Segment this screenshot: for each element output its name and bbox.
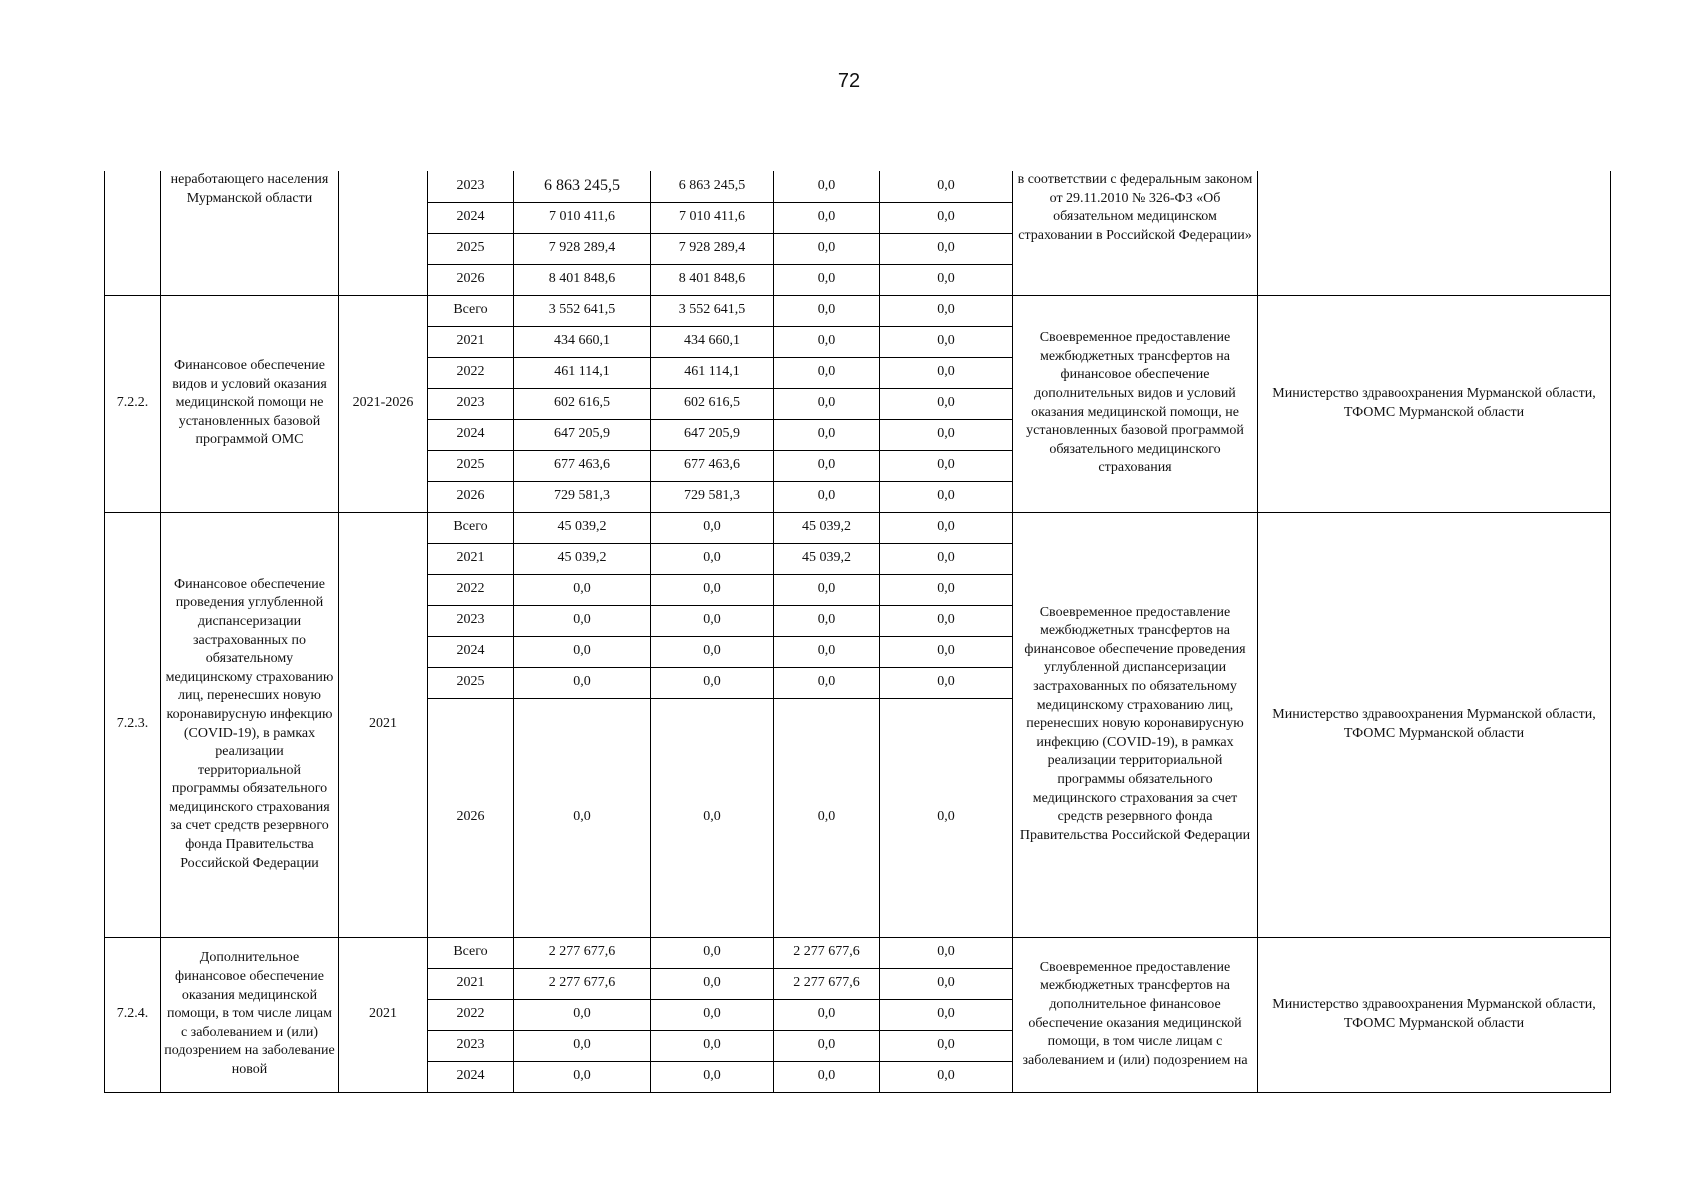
year-cell: 2025 [428,233,514,264]
funding-source-2-value: 45 039,2 [774,512,880,543]
funding-source-1-value: 6 863 245,5 [651,171,774,202]
year-cell: 2022 [428,574,514,605]
expected-result: Своевременное предоставление межбюджетных трансфертов на дополнительное финансовое обеспечение оказания медицинской помощи, в том числе лицам с заболеванием и (или) подозрением на [1013,937,1258,1092]
funding-source-2-value: 0,0 [774,326,880,357]
total-value: 647 205,9 [514,419,651,450]
total-value: 45 039,2 [514,512,651,543]
total-value: 6 863 245,5 [514,171,651,202]
funding-source-1-value: 677 463,6 [651,450,774,481]
year-cell: 2023 [428,605,514,636]
funding-source-2-value: 45 039,2 [774,543,880,574]
total-value: 602 616,5 [514,388,651,419]
funding-source-3-value: 0,0 [880,264,1013,295]
year-cell: 2024 [428,419,514,450]
funding-source-3-value: 0,0 [880,357,1013,388]
responsible-executor: Министерство здравоохранения Мурманской области, ТФОМС Мурманской области [1258,937,1611,1092]
funding-source-1-value: 0,0 [651,512,774,543]
funding-source-2-value: 0,0 [774,481,880,512]
total-value: 0,0 [514,605,651,636]
funding-source-2-value: 0,0 [774,636,880,667]
item-number: 7.2.3. [105,512,161,937]
funding-source-3-value: 0,0 [880,1061,1013,1092]
funding-source-1-value: 0,0 [651,667,774,698]
total-value: 0,0 [514,1061,651,1092]
funding-source-1-value: 602 616,5 [651,388,774,419]
funding-source-1-value: 0,0 [651,698,774,937]
year-cell: 2024 [428,636,514,667]
year-cell: Всего [428,937,514,968]
funding-source-1-value: 7 928 289,4 [651,233,774,264]
year-cell: 2021 [428,326,514,357]
year-cell: Всего [428,295,514,326]
total-value: 461 114,1 [514,357,651,388]
page-number: 72 [837,70,861,92]
year-cell: Всего [428,512,514,543]
funding-source-3-value: 0,0 [880,481,1013,512]
total-value: 2 277 677,6 [514,937,651,968]
measure-name: Финансовое обеспечение видов и условий оказания медицинской помощи не установленных базовой программой ОМС [161,295,339,512]
responsible-executor: Министерство здравоохранения Мурманской области, ТФОМС Мурманской области [1258,512,1611,937]
funding-source-3-value: 0,0 [880,326,1013,357]
measure-name: Финансовое обеспечение проведения углубленной диспансеризации застрахованных по обязательному медицинскому страхованию лиц, перенесших новую коронавирусную инфекцию (COVID-19), в рамках реализации территориальной программы обязательного медицинского страхования за счет средств резервного фонда Правительства Российской Федерации [161,512,339,937]
funding-source-3-value: 0,0 [880,450,1013,481]
funding-source-3-value: 0,0 [880,698,1013,937]
year-cell: 2024 [428,1061,514,1092]
funding-source-2-value: 2 277 677,6 [774,968,880,999]
funding-source-3-value: 0,0 [880,233,1013,264]
funding-source-1-value: 647 205,9 [651,419,774,450]
measure-name: неработающего населения Мурманской области [161,171,339,295]
year-cell: 2025 [428,450,514,481]
funding-source-2-value: 0,0 [774,295,880,326]
year-cell: 2021 [428,968,514,999]
total-value: 3 552 641,5 [514,295,651,326]
funding-source-3-value: 0,0 [880,419,1013,450]
total-value: 0,0 [514,667,651,698]
funding-source-1-value: 3 552 641,5 [651,295,774,326]
funding-source-2-value: 0,0 [774,419,880,450]
year-cell: 2026 [428,698,514,937]
funding-source-1-value: 0,0 [651,574,774,605]
funding-source-2-value: 0,0 [774,450,880,481]
measure-name: Дополнительное финансовое обеспечение оказания медицинской помощи, в том числе лицам с заболеванием и (или) подозрением на заболевание новой [161,937,339,1092]
responsible-executor [1258,171,1611,295]
funding-source-2-value: 2 277 677,6 [774,937,880,968]
expected-result: Своевременное предоставление межбюджетных трансфертов на финансовое обеспечение проведения углубленной диспансеризации застрахованных по обязательному медицинскому страхованию лиц, перенесших новую коронавирусную инфекцию (COVID-19), в рамках реализации территориальной программы обязательного медицинского страхования за счет средств резервного фонда Правительства Российской Федерации [1013,512,1258,937]
funding-source-1-value: 729 581,3 [651,481,774,512]
funding-source-2-value: 0,0 [774,233,880,264]
total-value: 45 039,2 [514,543,651,574]
total-value: 0,0 [514,636,651,667]
responsible-executor: Министерство здравоохранения Мурманской области, ТФОМС Мурманской области [1258,295,1611,512]
funding-source-3-value: 0,0 [880,1030,1013,1061]
year-cell: 2023 [428,1030,514,1061]
funding-source-2-value: 0,0 [774,202,880,233]
funding-source-1-value: 0,0 [651,636,774,667]
year-cell: 2023 [428,171,514,202]
period: 2021-2026 [339,295,428,512]
funding-source-3-value: 0,0 [880,968,1013,999]
funding-source-2-value: 0,0 [774,667,880,698]
funding-source-3-value: 0,0 [880,512,1013,543]
funding-source-3-value: 0,0 [880,605,1013,636]
total-value: 677 463,6 [514,450,651,481]
total-value: 7 010 411,6 [514,202,651,233]
funding-source-1-value: 0,0 [651,605,774,636]
year-cell: 2023 [428,388,514,419]
total-value: 8 401 848,6 [514,264,651,295]
period: 2021 [339,937,428,1092]
funding-source-2-value: 0,0 [774,388,880,419]
year-cell: 2026 [428,264,514,295]
funding-source-1-value: 0,0 [651,999,774,1030]
funding-source-1-value: 0,0 [651,937,774,968]
year-cell: 2022 [428,357,514,388]
funding-source-2-value: 0,0 [774,999,880,1030]
year-cell: 2022 [428,999,514,1030]
funding-source-3-value: 0,0 [880,543,1013,574]
funding-source-2-value: 0,0 [774,264,880,295]
total-value: 0,0 [514,698,651,937]
funding-source-1-value: 434 660,1 [651,326,774,357]
funding-source-1-value: 0,0 [651,968,774,999]
funding-source-3-value: 0,0 [880,999,1013,1030]
funding-source-3-value: 0,0 [880,388,1013,419]
measures-table [104,171,1611,1093]
year-cell: 2021 [428,543,514,574]
funding-source-3-value: 0,0 [880,636,1013,667]
total-value: 0,0 [514,1030,651,1061]
funding-source-2-value: 0,0 [774,605,880,636]
period [339,171,428,295]
funding-source-1-value: 0,0 [651,1030,774,1061]
year-cell: 2024 [428,202,514,233]
table-row [105,171,1611,202]
table-row [105,295,1611,326]
item-number: 7.2.2. [105,295,161,512]
table-row [105,512,1611,543]
funding-source-3-value: 0,0 [880,667,1013,698]
funding-source-3-value: 0,0 [880,295,1013,326]
total-value: 7 928 289,4 [514,233,651,264]
funding-source-2-value: 0,0 [774,1030,880,1061]
year-cell: 2025 [428,667,514,698]
item-number: 7.2.4. [105,937,161,1092]
funding-source-3-value: 0,0 [880,937,1013,968]
funding-source-1-value: 8 401 848,6 [651,264,774,295]
item-number [105,171,161,295]
table-row [105,937,1611,968]
funding-source-2-value: 0,0 [774,1061,880,1092]
funding-source-3-value: 0,0 [880,171,1013,202]
year-cell: 2026 [428,481,514,512]
funding-source-2-value: 0,0 [774,574,880,605]
period: 2021 [339,512,428,937]
total-value: 0,0 [514,574,651,605]
total-value: 0,0 [514,999,651,1030]
table-body [105,171,1611,1092]
total-value: 2 277 677,6 [514,968,651,999]
funding-source-1-value: 7 010 411,6 [651,202,774,233]
funding-source-2-value: 0,0 [774,357,880,388]
expected-result: Своевременное предоставление межбюджетных трансфертов на финансовое обеспечение дополнительных видов и условий оказания медицинской помощи, не установленных базовой программой обязательного медицинского страхования [1013,295,1258,512]
funding-source-1-value: 0,0 [651,1061,774,1092]
funding-source-2-value: 0,0 [774,698,880,937]
funding-source-3-value: 0,0 [880,202,1013,233]
total-value: 729 581,3 [514,481,651,512]
funding-source-1-value: 461 114,1 [651,357,774,388]
total-value: 434 660,1 [514,326,651,357]
funding-source-2-value: 0,0 [774,171,880,202]
expected-result: в соответствии с федеральным законом от 29.11.2010 № 326-ФЗ «Об обязательном медицинском страховании в Российской Федерации» [1013,171,1258,295]
funding-source-3-value: 0,0 [880,574,1013,605]
funding-source-1-value: 0,0 [651,543,774,574]
